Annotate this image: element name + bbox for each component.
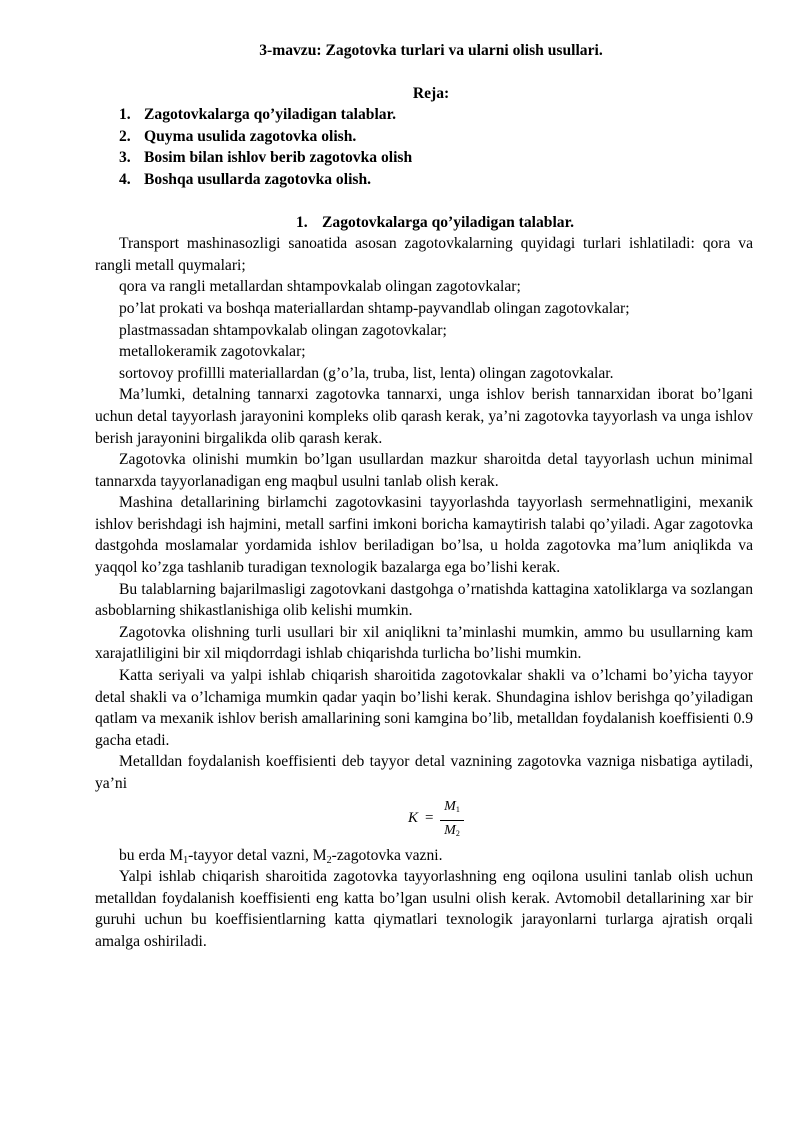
- explanation-subscript: 1: [183, 854, 189, 866]
- list-item: qora va rangli metallardan shtampovkalab olingan zagotovkalar;: [119, 278, 521, 296]
- body-paragraph: Zagotovka olinishi mumkin bo’lgan usullardan mazkur sharoitda detal tayyorlash uchun minimal tannarxda tayyorlanadigan eng maqbul usulni tanlab olish kerak.: [95, 451, 753, 490]
- coefficient-formula: [95, 797, 753, 841]
- explanation-subscript: 2: [326, 854, 332, 866]
- denominator-symbol: M: [444, 822, 456, 838]
- plan-item: [95, 104, 753, 126]
- numerator-symbol: M: [444, 798, 456, 814]
- body-paragraph: Bu talablarning bajarilmasligi zagotovkani dastgohga o’rnatishda kattagina xatoliklarga va sozlangan asboblarning shikastlanishiga olib kelishi mumkin.: [95, 580, 753, 620]
- body-paragraph: Zagotovka olishning turli usullari bir xil aniqlikni ta’minlashi mumkin, ammo bu usullarning kam xarajatliligini bir xil miqdorrdagi ishlab chiqarishda turlicha bo’lishi mumkin.: [95, 623, 753, 663]
- numerator-subscript: 1: [455, 804, 460, 814]
- section-heading: [95, 212, 753, 234]
- plan-item: [95, 126, 753, 148]
- plan-item: [95, 147, 753, 169]
- explanation-text: bu erda M: [119, 846, 184, 864]
- section-title: Zagotovkalarga qo’yiladigan talablar.: [322, 213, 574, 231]
- formula-lhs: K: [408, 809, 419, 826]
- page-title: 3-mavzu: Zagotovka turlari va ularni olish usullari.: [259, 42, 603, 59]
- plan-item-number: 4.: [119, 170, 131, 188]
- plan-item-text: Quyma usulida zagotovka olish.: [144, 127, 357, 145]
- plan-item-number: 2.: [119, 127, 131, 145]
- plan-item-number: 3.: [119, 149, 131, 167]
- formula-equals: =: [425, 809, 434, 826]
- plan-heading: Reja:: [412, 84, 450, 102]
- plan-item-number: 1.: [119, 106, 131, 124]
- plan-item-text: Bosim bilan ishlov berib zagotovka olish: [144, 149, 413, 167]
- plan-item-text: Zagotovkalarga qo’yiladigan talablar.: [144, 106, 396, 124]
- formula-explanation: [95, 845, 753, 867]
- body-paragraph: Katta seriyali va yalpi ishlab chiqarish sharoitida zagotovkalar shakli va o’lchami bo’yicha tayyor detal shakli va o’lchamiga mumkin qadar yaqin bo’lishi kerak. Shundagina ishlov berishga qo’yiladigan qatlam va mexanik ishlov berish amallarining soni kamgina bo’lib, metalldan foydalanish koeffisienti 0.9 gacha etadi.: [95, 667, 753, 749]
- list-item: metallokeramik zagotovkalar;: [119, 343, 306, 361]
- explanation-text: -tayyor detal vazni, M: [188, 846, 327, 864]
- intro-paragraph: Transport mashinasozligi sanoatida asosan zagotovkalarning quyidagi turlari ishlatiladi: qora va rangli metall quymalari;: [95, 235, 753, 274]
- final-paragraph: Yalpi ishlab chiqarish sharoitida zagotovka tayyorlashning eng oqilona usulini tanlab olish uchun metalldan foydalanish koeffisienti eng katta bo’lgan usulni olish kerak. Avtomobil detallarining xar bir guruhi uchun bu koeffisientlarning katta qiymatlari texnologik jarayonlarni turlarga ajratish orqali amalga oshiriladi.: [95, 868, 753, 950]
- denominator-subscript: 2: [455, 828, 460, 838]
- formula-fraction: [439, 797, 465, 844]
- formula-denominator: [439, 821, 465, 844]
- list-item: plastmassadan shtampovkalab olingan zagotovkalar;: [119, 321, 447, 339]
- plan-item: [95, 169, 753, 191]
- list-item: sortovoy profillli materiallardan (g’o’la, truba, list, lenta) olingan zagotovkalar.: [119, 364, 614, 382]
- list-item: po’lat prokati va boshqa materiallardan shtamp-payvandlab olingan zagotovkalar;: [119, 299, 630, 317]
- explanation-text: -zagotovka vazni.: [331, 846, 443, 864]
- plan-item-text: Boshqa usullarda zagotovka olish.: [144, 170, 372, 188]
- body-paragraph: Ma’lumki, detalning tannarxi zagotovka tannarxi, unga ishlov berish tannarxidan iborat bo’lgani uchun detal tayyorlash jarayonini kompleks olib qarash kerak, ya’ni zagotovka tayyorlash va unga ishlov berish jarayonini birgalikda olib qarash kerak.: [95, 386, 753, 447]
- section-number: 1.: [296, 213, 308, 231]
- plan-list: [95, 104, 753, 190]
- formula-numerator: [439, 797, 465, 820]
- body-paragraph: Mashina detallarining birlamchi zagotovkasini tayyorlashda tayyorlash sermehnatligini, mexanik ishlov berishdagi ish hajmini, metall sarfini imkoni boricha kamaytirish talabi qo’yiladi. Agar zagotovka dastgohda moslamalar yordamida ishlov beriladigan bo’lsa, u holda zagotovka ma’lum aniqlikda va yaqqol ko’zga tashlanib turadigan texnologik bazalarga ega bo’lishi kerak.: [95, 494, 753, 577]
- document-page: [95, 40, 753, 953]
- body-paragraph: Metalldan foydalanish koeffisienti deb tayyor detal vaznining zagotovka vazniga nisbatiga aytiladi, ya’ni: [95, 753, 753, 792]
